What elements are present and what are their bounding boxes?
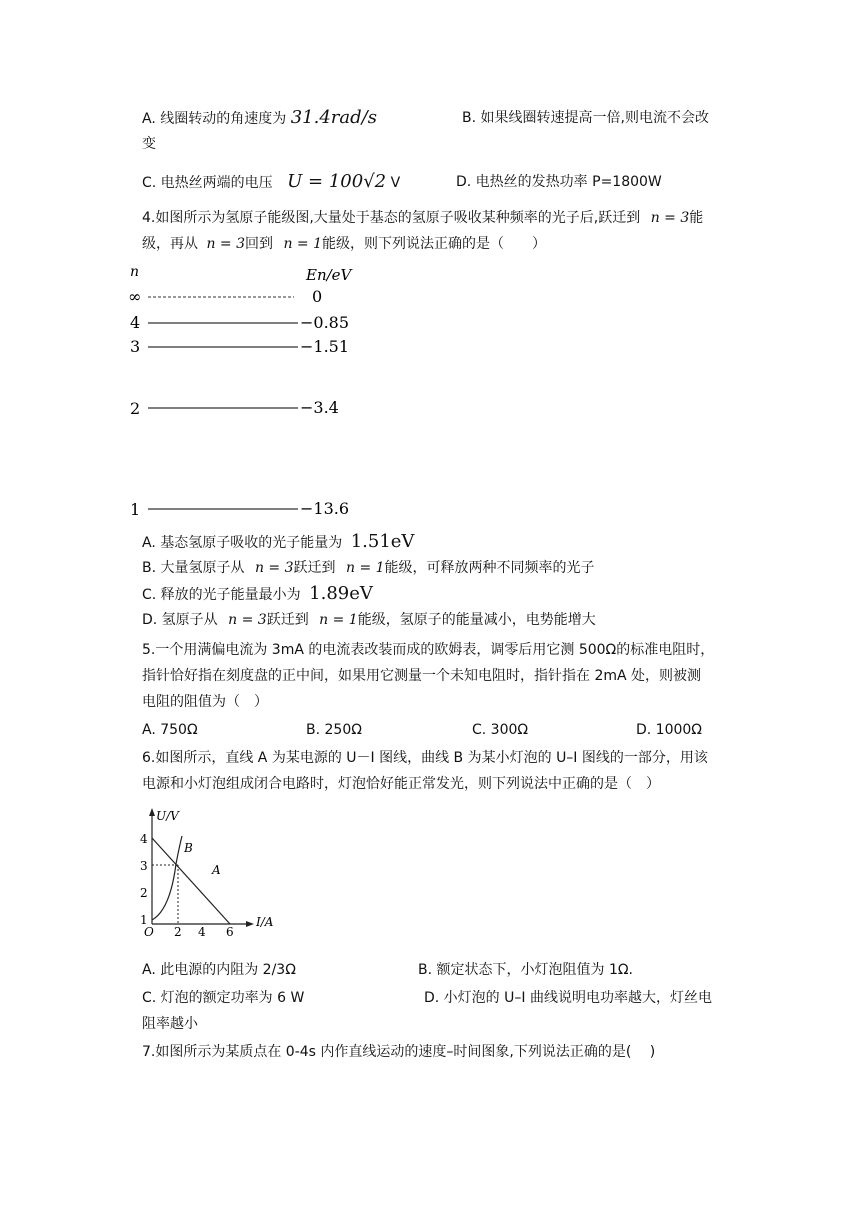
q4-stem-line2: 级，再从 n = 3回到 n = 1能级，则下列说法正确的是（ ） [142, 236, 547, 252]
q5-option-b: B. 250Ω [306, 722, 362, 738]
q4-option-a: A. 基态氢原子吸收的光子能量为 1.51eV [142, 531, 415, 552]
y-tick-3: 3 [140, 859, 148, 873]
level-2-n: 2 [130, 399, 141, 418]
x-axis-label: I/A [256, 915, 274, 929]
level-infinity-n: ∞ [128, 287, 142, 306]
y-axis-arrow [149, 808, 155, 816]
x-tick-4: 4 [198, 925, 206, 939]
q3-option-b: B. 如果线圈转速提高一倍,则电流不会改 [462, 110, 709, 126]
x-tick-6: 6 [226, 925, 234, 939]
origin-label: O [144, 925, 154, 939]
y-tick-2: 2 [140, 886, 148, 900]
curve-b-label: B [184, 841, 193, 855]
q6-stem-line2: 电源和小灯泡组成闭合电路时，灯泡恰好能正常发光，则下列说法中正确的是（ ） [142, 776, 660, 792]
q3-option-c-math: U = 100√2 [287, 171, 387, 192]
q4-option-d: D. 氢原子从 n = 3跃迁到 n = 1能级，氢原子的能量减小，电势能增大 [142, 612, 596, 628]
q4-option-c-value: 1.89eV [309, 583, 373, 604]
energy-level-diagram [120, 262, 380, 524]
level-2-energy: −3.4 [300, 398, 339, 417]
level-3-n: 3 [130, 337, 141, 356]
q3-option-a: A. 线圈转动的角速度为 31.4rad/s [142, 107, 377, 128]
q4-option-c: C. 释放的光子能量最小为 1.89eV [142, 583, 373, 604]
q5-option-a: A. 750Ω [142, 722, 198, 738]
q6-option-d: D. 小灯泡的 U–I 曲线说明电功率越大，灯丝电 [424, 990, 712, 1006]
y-tick-1: 1 [140, 913, 148, 927]
x-tick-2: 2 [174, 925, 182, 939]
y-tick-4: 4 [140, 832, 148, 846]
q5-stem-line2: 指针恰好指在刻度盘的正中间，如果用它测量一个未知电阻时，指针指在 2mA 处，则被测 [142, 668, 702, 684]
level-3-energy: −1.51 [300, 337, 350, 356]
q6-option-d-continued: 阻率越小 [142, 1016, 198, 1032]
q7-stem: 7.如图所示为某质点在 0-4s 内作直线运动的速度–时间图象,下列说法正确的是( ) [142, 1044, 656, 1060]
q5-stem-line3: 电阻的阻值为（ ） [142, 694, 268, 710]
level-infinity-energy: 0 [312, 287, 323, 306]
q3-option-b-continued: 变 [142, 136, 156, 152]
q3-option-d: D. 电热丝的发热功率 P=1800W [456, 174, 662, 190]
u-i-graph [134, 806, 294, 940]
q3-option-a-value: 31.4rad/s [290, 107, 377, 128]
q4-option-a-value: 1.51eV [350, 531, 415, 552]
q5-option-d: D. 1000Ω [636, 722, 703, 738]
level-1-energy: −13.6 [300, 499, 350, 518]
level-1-n: 1 [130, 500, 141, 519]
q6-stem-line1: 6.如图所示，直线 A 为某电源的 U－I 图线，曲线 B 为某小灯泡的 U–I 图线的一部分，用该 [142, 750, 708, 766]
diagram-n-label: n [130, 264, 140, 280]
level-4-n: 4 [130, 313, 141, 332]
x-axis-arrow [246, 921, 254, 927]
q5-option-c: C. 300Ω [472, 722, 529, 738]
q6-option-a: A. 此电源的内阻为 2/3Ω [142, 962, 296, 978]
q5-stem-line1: 5.一个用满偏电流为 3mA 的电流表改装而成的欧姆表，调零后用它测 500Ω的标准电阻时， [142, 642, 715, 658]
q6-option-c: C. 灯泡的额定功率为 6 W [142, 990, 305, 1006]
q6-option-b: B. 额定状态下，小灯泡阻值为 1Ω. [418, 962, 634, 978]
line-a-label: A [212, 863, 221, 877]
q3-option-c: C. 电热丝两端的电压 U = 100√2 V [142, 171, 401, 192]
y-axis-label: U/V [156, 809, 179, 823]
level-4-energy: −0.85 [300, 313, 350, 332]
diagram-energy-label: En/eV [306, 266, 352, 284]
q4-stem-line1: 4.如图所示为氢原子能级图,大量处于基态的氢原子吸收某种频率的光子后,跃迁到 n = 3能 [142, 210, 704, 226]
q4-option-b: B. 大量氢原子从 n = 3跃迁到 n = 1能级，可释放两种不同频率的光子 [142, 560, 595, 576]
